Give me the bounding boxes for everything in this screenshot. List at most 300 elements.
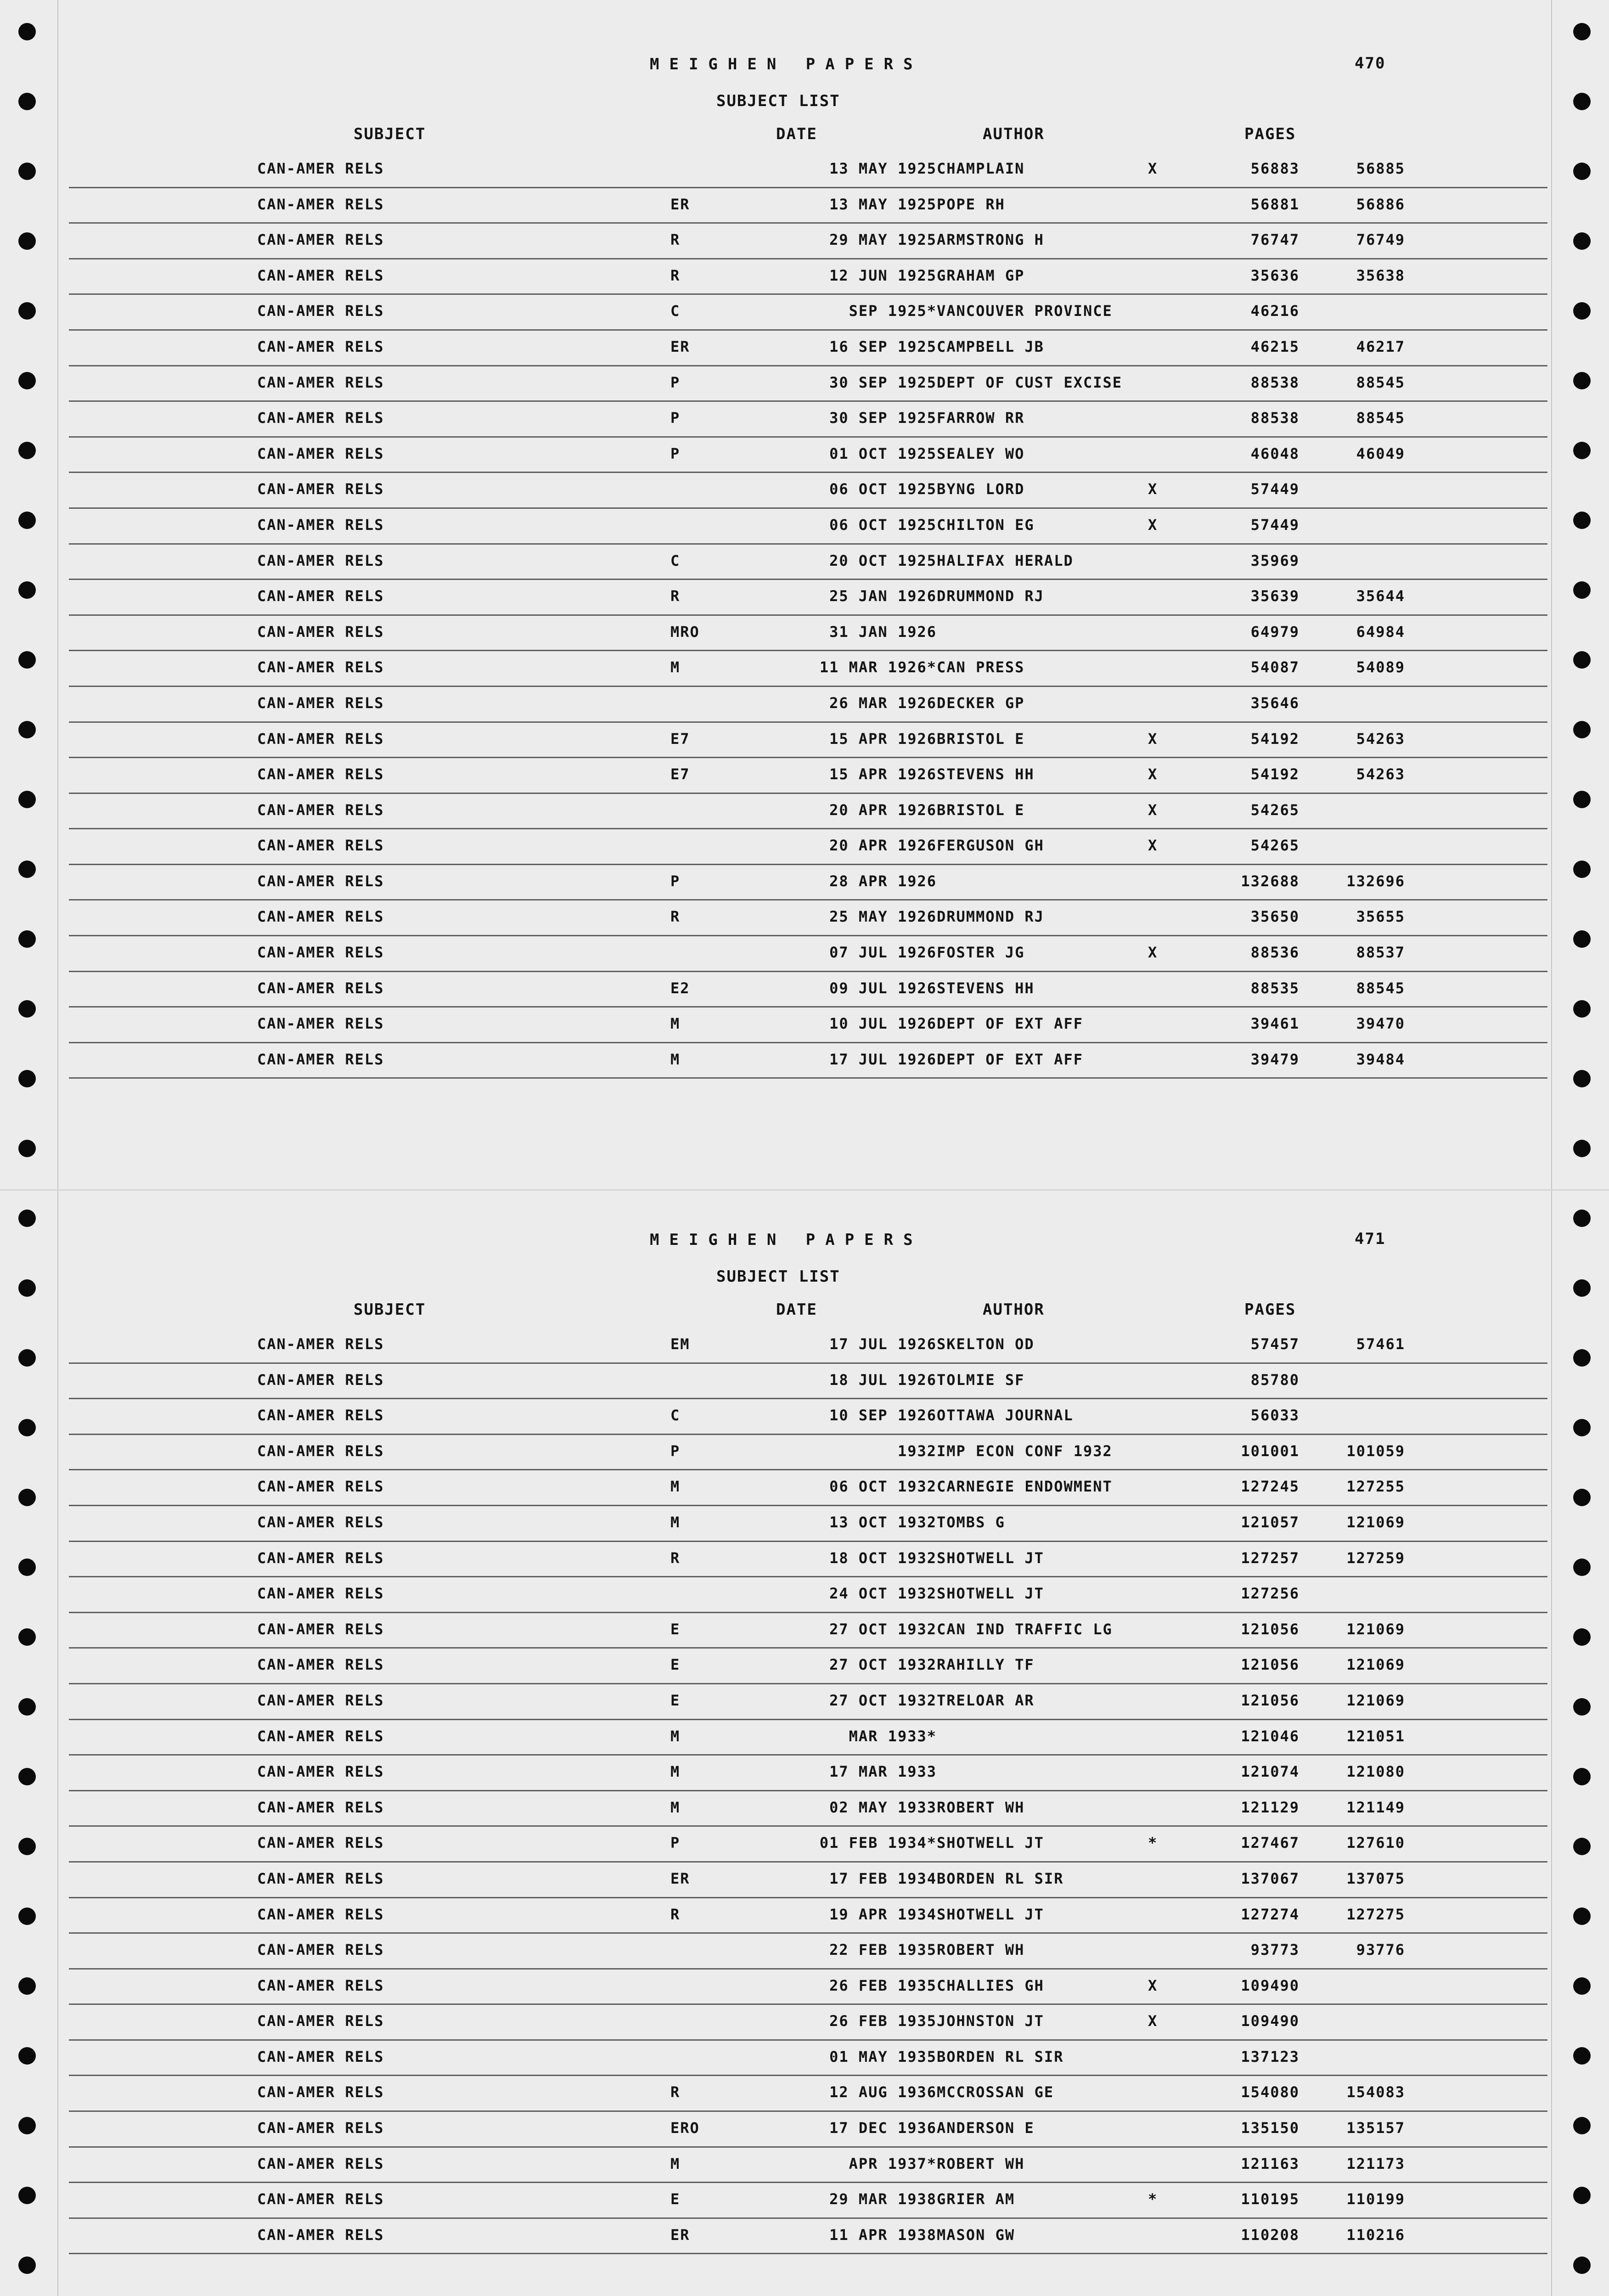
entry-page-start: 88535 [1250, 979, 1300, 997]
sprocket-hole [1573, 2117, 1591, 2134]
entry-page-start: 121129 [1241, 1798, 1300, 1816]
page-subtitle: SUBJECT LIST [716, 1267, 840, 1286]
entry-page-end: 88545 [1356, 979, 1405, 997]
entry-date: 09 JUL 1926 [829, 979, 937, 997]
entry-page-end: 88545 [1356, 409, 1405, 427]
entry-row [69, 1720, 1547, 1756]
entry-row [69, 687, 1547, 723]
entry-author: ARMSTRONG H [937, 231, 1044, 249]
entry-row [69, 1470, 1547, 1506]
entry-page-end: 39484 [1356, 1050, 1405, 1068]
page-title: MEIGHEN PAPERS [650, 1231, 923, 1249]
entry-row [69, 651, 1547, 687]
entry-date: 10 SEP 1926 [829, 1407, 937, 1424]
entry-code: M [670, 1798, 681, 1816]
entry-date: 11 MAR 1926* [819, 658, 937, 676]
entry-row [69, 2148, 1547, 2183]
sprocket-hole [1573, 1628, 1591, 1646]
entry-date: 1932 [897, 1442, 937, 1460]
entry-page-start: 127245 [1241, 1478, 1300, 1496]
entry-row [69, 509, 1547, 545]
entry-code: R [670, 587, 681, 605]
entry-subject: CAN-AMER RELS [257, 445, 384, 462]
entry-page-start: 121057 [1241, 1513, 1300, 1531]
entry-page-start: 121056 [1241, 1691, 1300, 1709]
entry-subject: CAN-AMER RELS [257, 801, 384, 819]
page-number: 471 [1355, 1230, 1386, 1248]
entry-code: C [670, 302, 681, 320]
entry-subject: CAN-AMER RELS [257, 1941, 384, 1959]
entry-row [69, 865, 1547, 901]
column-header-subject: SUBJECT [354, 125, 426, 143]
entry-date: 20 OCT 1925 [829, 551, 937, 569]
entry-subject: CAN-AMER RELS [257, 1834, 384, 1852]
entry-row [69, 900, 1547, 936]
entry-code: ER [670, 338, 690, 355]
column-header-pages: PAGES [1244, 125, 1296, 143]
entry-author: TOMBS G [937, 1513, 1005, 1531]
entry-page-start: 35646 [1250, 694, 1300, 712]
sprocket-hole [18, 2117, 36, 2134]
entry-page-start: 121074 [1241, 1763, 1300, 1781]
entry-row [69, 1328, 1547, 1364]
entry-code: ERO [670, 2119, 700, 2137]
entry-page-start: 85780 [1250, 1371, 1300, 1389]
entry-author: BRISTOL E [937, 801, 1025, 819]
entry-author: FOSTER JG [937, 944, 1025, 962]
entry-page-start: 35636 [1250, 266, 1300, 284]
entry-code: P [670, 1442, 681, 1460]
entry-mark: X [1148, 1976, 1158, 1994]
entry-page-start: 135150 [1241, 2119, 1300, 2137]
entry-date: 01 MAY 1935 [829, 2048, 937, 2065]
column-header-subject: SUBJECT [354, 1300, 426, 1319]
sprocket-hole [1573, 512, 1591, 529]
entry-date: 22 FEB 1935 [829, 1941, 937, 1959]
column-header-date: DATE [776, 125, 817, 143]
entry-subject: CAN-AMER RELS [257, 1976, 384, 1994]
entry-mark: X [1148, 837, 1158, 855]
entry-row [69, 545, 1547, 580]
entry-author: DECKER GP [937, 694, 1025, 712]
entry-page-end: 101059 [1346, 1442, 1405, 1460]
entry-row [69, 2005, 1547, 2041]
entry-row [69, 402, 1547, 438]
entry-code: C [670, 551, 681, 569]
entry-date: 06 OCT 1925 [829, 480, 937, 498]
entry-subject: CAN-AMER RELS [257, 1691, 384, 1709]
entry-page-start: 88538 [1250, 373, 1300, 391]
entry-page-start: 56881 [1250, 195, 1300, 213]
sprocket-hole [18, 1419, 36, 1436]
entry-page-end: 137075 [1346, 1869, 1405, 1887]
sprocket-hole [1573, 930, 1591, 948]
entry-page-end: 35638 [1356, 266, 1405, 284]
entry-subject: CAN-AMER RELS [257, 1015, 384, 1033]
sprocket-hole [18, 791, 36, 808]
entry-code: M [670, 1015, 681, 1033]
entry-row [69, 152, 1547, 188]
entry-subject: CAN-AMER RELS [257, 1407, 384, 1424]
entry-subject: CAN-AMER RELS [257, 1620, 384, 1638]
page-title: MEIGHEN PAPERS [650, 55, 923, 73]
entry-subject: CAN-AMER RELS [257, 2012, 384, 2030]
entry-subject: CAN-AMER RELS [257, 1513, 384, 1531]
entry-row [69, 1506, 1547, 1542]
entry-row [69, 1898, 1547, 1934]
entry-page-end: 121069 [1346, 1620, 1405, 1638]
entry-code: M [670, 658, 681, 676]
entry-code: E7 [670, 730, 690, 748]
entry-row [69, 1756, 1547, 1791]
entry-page-start: 46048 [1250, 445, 1300, 462]
entry-subject: CAN-AMER RELS [257, 551, 384, 569]
entry-page-start: 121056 [1241, 1656, 1300, 1674]
entry-row [69, 758, 1547, 794]
sprocket-hole [1573, 1419, 1591, 1436]
entry-mark: X [1148, 944, 1158, 962]
entry-subject: CAN-AMER RELS [257, 908, 384, 926]
sprocket-hole [18, 2187, 36, 2204]
sprocket-hole [1573, 1768, 1591, 1785]
entry-row [69, 616, 1547, 652]
entry-date: 15 APR 1926 [829, 765, 937, 783]
entry-page-end: 35655 [1356, 908, 1405, 926]
entry-date: 30 SEP 1925 [829, 409, 937, 427]
entry-row [69, 1684, 1547, 1720]
entry-date: 17 FEB 1934 [829, 1869, 937, 1887]
sprocket-hole [1573, 861, 1591, 878]
sprocket-hole [18, 442, 36, 459]
sprocket-hole [1573, 372, 1591, 389]
sprocket-hole [18, 163, 36, 180]
entry-subject: CAN-AMER RELS [257, 2190, 384, 2208]
entry-author: OTTAWA JOURNAL [937, 1407, 1074, 1424]
entry-row [69, 972, 1547, 1008]
entry-mark: * [1148, 1834, 1158, 1852]
entry-subject: CAN-AMER RELS [257, 658, 384, 676]
entry-date: 17 JUL 1926 [829, 1335, 937, 1353]
entry-page-start: 137067 [1241, 1869, 1300, 1887]
entry-author: POPE RH [937, 195, 1005, 213]
entry-row [69, 1613, 1547, 1649]
entry-page-start: 46216 [1250, 302, 1300, 320]
entry-date: 19 APR 1934 [829, 1905, 937, 1923]
sprocket-hole [1573, 1559, 1591, 1576]
entry-subject: CAN-AMER RELS [257, 1869, 384, 1887]
entry-date: 13 OCT 1932 [829, 1513, 937, 1531]
entry-subject: CAN-AMER RELS [257, 195, 384, 213]
sprocket-hole [18, 1908, 36, 1925]
sprocket-hole [1573, 1838, 1591, 1855]
entry-row [69, 794, 1547, 830]
entry-subject: CAN-AMER RELS [257, 1727, 384, 1745]
entry-row [69, 188, 1547, 224]
entry-code: M [670, 1478, 681, 1496]
entry-author: MASON GW [937, 2226, 1015, 2244]
entry-date: 26 FEB 1935 [829, 2012, 937, 2030]
entry-date: 12 AUG 1936 [829, 2083, 937, 2101]
sprocket-hole [18, 372, 36, 389]
entry-page-end: 46217 [1356, 338, 1405, 355]
entry-page-end: 127610 [1346, 1834, 1405, 1852]
sprocket-hole [1573, 721, 1591, 738]
entry-author: SEALEY WO [937, 445, 1025, 462]
entry-author: STEVENS HH [937, 765, 1035, 783]
sprocket-hole [18, 651, 36, 669]
entry-page-start: 56883 [1250, 160, 1300, 177]
entry-page-end: 121173 [1346, 2155, 1405, 2172]
sprocket-hole [1573, 2047, 1591, 2065]
entry-subject: CAN-AMER RELS [257, 338, 384, 355]
entry-code: ER [670, 195, 690, 213]
entry-author: GRAHAM GP [937, 266, 1025, 284]
left-sprocket-strip [0, 0, 55, 2296]
entry-page-start: 54192 [1250, 765, 1300, 783]
entry-code: ER [670, 1869, 690, 1887]
entry-page-start: 76747 [1250, 231, 1300, 249]
entry-code: M [670, 1763, 681, 1781]
entry-date: 29 MAR 1938 [829, 2190, 937, 2208]
column-header-author: AUTHOR [983, 1300, 1045, 1319]
entry-subject: CAN-AMER RELS [257, 2155, 384, 2172]
entry-author: BORDEN RL SIR [937, 2048, 1064, 2065]
entry-subject: CAN-AMER RELS [257, 2119, 384, 2137]
entry-author: VANCOUVER PROVINCE [937, 302, 1113, 320]
entry-list [69, 1328, 1547, 2254]
entry-page-start: 101001 [1241, 1442, 1300, 1460]
entry-page-start: 121046 [1241, 1727, 1300, 1745]
entry-date: 27 OCT 1932 [829, 1620, 937, 1638]
entry-row [69, 1791, 1547, 1827]
entry-code: R [670, 231, 681, 249]
sprocket-hole [18, 1140, 36, 1157]
sprocket-hole [18, 2047, 36, 2065]
entry-page-end: 64984 [1356, 623, 1405, 641]
entry-page-end: 54089 [1356, 658, 1405, 676]
sprocket-hole [1573, 1210, 1591, 1227]
entry-author: DEPT OF EXT AFF [937, 1050, 1083, 1068]
entry-code: EM [670, 1335, 690, 1353]
entry-author: SHOTWELL JT [937, 1905, 1044, 1923]
entry-page-end: 121069 [1346, 1691, 1405, 1709]
entry-mark: X [1148, 2012, 1158, 2030]
left-margin-line [57, 0, 58, 2296]
entry-date: 10 JUL 1926 [829, 1015, 937, 1033]
entry-code: M [670, 2155, 681, 2172]
entry-subject: CAN-AMER RELS [257, 765, 384, 783]
entry-author: STEVENS HH [937, 979, 1035, 997]
entry-page-start: 127256 [1241, 1585, 1300, 1603]
entry-page-end: 88537 [1356, 944, 1405, 962]
entry-author: CAMPBELL JB [937, 338, 1044, 355]
entry-code: M [670, 1727, 681, 1745]
entry-date: 12 JUN 1925 [829, 266, 937, 284]
entry-page-end: 35644 [1356, 587, 1405, 605]
entry-page-end: 76749 [1356, 231, 1405, 249]
entry-date: 20 APR 1926 [829, 801, 937, 819]
entry-page-start: 35650 [1250, 908, 1300, 926]
entry-subject: CAN-AMER RELS [257, 1763, 384, 1781]
entry-date: 28 APR 1926 [829, 872, 937, 890]
sprocket-hole [18, 232, 36, 250]
entry-date: 17 DEC 1936 [829, 2119, 937, 2137]
entry-subject: CAN-AMER RELS [257, 1478, 384, 1496]
entry-author: CAN PRESS [937, 658, 1025, 676]
entry-code: R [670, 2083, 681, 2101]
entry-row [69, 1399, 1547, 1435]
entry-mark: X [1148, 765, 1158, 783]
entry-page-start: 110195 [1241, 2190, 1300, 2208]
sprocket-hole [18, 1070, 36, 1087]
entry-page-end: 56885 [1356, 160, 1405, 177]
entry-subject: CAN-AMER RELS [257, 373, 384, 391]
entry-author: ROBERT WH [937, 1798, 1025, 1816]
entry-subject: CAN-AMER RELS [257, 231, 384, 249]
entry-date: 13 MAY 1925 [829, 160, 937, 177]
entry-subject: CAN-AMER RELS [257, 979, 384, 997]
entry-date: 15 APR 1926 [829, 730, 937, 748]
entry-row [69, 1577, 1547, 1613]
entry-page-start: 109490 [1241, 2012, 1300, 2030]
entry-subject: CAN-AMER RELS [257, 837, 384, 855]
entry-row [69, 1827, 1547, 1863]
sprocket-hole [1573, 1977, 1591, 1995]
entry-row [69, 2112, 1547, 2148]
entry-row [69, 1863, 1547, 1898]
entry-mark: X [1148, 730, 1158, 748]
sprocket-hole [1573, 581, 1591, 599]
entry-code: R [670, 1549, 681, 1567]
entry-date: 25 MAY 1926 [829, 908, 937, 926]
entry-date: 13 MAY 1925 [829, 195, 937, 213]
entry-subject: CAN-AMER RELS [257, 1442, 384, 1460]
entry-author: TOLMIE SF [937, 1371, 1025, 1389]
entry-row [69, 1542, 1547, 1578]
entry-page-start: 46215 [1250, 338, 1300, 355]
entry-date: 26 MAR 1926 [829, 694, 937, 712]
entry-code: P [670, 373, 681, 391]
sprocket-hole [1573, 1349, 1591, 1367]
entry-code: C [670, 1407, 681, 1424]
entry-author: FERGUSON GH [937, 837, 1044, 855]
sprocket-hole [1573, 1279, 1591, 1297]
entry-subject: CAN-AMER RELS [257, 1798, 384, 1816]
entry-author: TRELOAR AR [937, 1691, 1035, 1709]
sprocket-hole [1573, 791, 1591, 808]
entry-page-end: 121080 [1346, 1763, 1405, 1781]
entry-row [69, 2076, 1547, 2112]
entry-row [69, 1934, 1547, 1970]
entry-date: 20 APR 1926 [829, 837, 937, 855]
entry-page-end: 127255 [1346, 1478, 1405, 1496]
entry-author: SKELTON OD [937, 1335, 1035, 1353]
entry-page-start: 57449 [1250, 516, 1300, 534]
entry-subject: CAN-AMER RELS [257, 623, 384, 641]
sprocket-hole [18, 2257, 36, 2274]
entry-row [69, 2183, 1547, 2219]
entry-page-start: 54192 [1250, 730, 1300, 748]
entry-row [69, 829, 1547, 865]
entry-date: 06 OCT 1932 [829, 1478, 937, 1496]
entry-author: RAHILLY TF [937, 1656, 1035, 1674]
entry-author: DEPT OF EXT AFF [937, 1015, 1083, 1033]
entry-row [69, 438, 1547, 473]
sprocket-hole [18, 93, 36, 110]
sprocket-hole [1573, 1070, 1591, 1087]
sprocket-hole [18, 861, 36, 878]
entry-row [69, 331, 1547, 366]
entry-subject: CAN-AMER RELS [257, 587, 384, 605]
entry-author: DEPT OF CUST EXCISE [937, 373, 1123, 391]
entry-page-start: 121163 [1241, 2155, 1300, 2172]
entry-row [69, 224, 1547, 259]
entry-row [69, 1970, 1547, 2005]
sprocket-hole [18, 1349, 36, 1367]
sprocket-hole [1573, 651, 1591, 669]
sprocket-hole [18, 1628, 36, 1646]
entry-row [69, 723, 1547, 759]
entry-date: 18 OCT 1932 [829, 1549, 937, 1567]
entry-author: CAN IND TRAFFIC LG [937, 1620, 1113, 1638]
sprocket-hole [1573, 442, 1591, 459]
entry-page-end: 54263 [1356, 765, 1405, 783]
sprocket-hole [18, 930, 36, 948]
entry-subject: CAN-AMER RELS [257, 480, 384, 498]
entry-row [69, 1043, 1547, 1079]
sprocket-hole [18, 1489, 36, 1506]
entry-page-end: 121069 [1346, 1513, 1405, 1531]
entry-subject: CAN-AMER RELS [257, 1371, 384, 1389]
entry-subject: CAN-AMER RELS [257, 2226, 384, 2244]
entry-subject: CAN-AMER RELS [257, 730, 384, 748]
entry-author: SHOTWELL JT [937, 1549, 1044, 1567]
sprocket-hole [1573, 23, 1591, 40]
entry-date: 17 MAR 1933 [829, 1763, 937, 1781]
entry-page-end: 110199 [1346, 2190, 1405, 2208]
entry-row [69, 1364, 1547, 1400]
entry-subject: CAN-AMER RELS [257, 409, 384, 427]
entry-date: 18 JUL 1926 [829, 1371, 937, 1389]
sprocket-hole [18, 512, 36, 529]
entry-author: HALIFAX HERALD [937, 551, 1074, 569]
entry-subject: CAN-AMER RELS [257, 516, 384, 534]
sprocket-hole [1573, 1698, 1591, 1716]
entry-page-start: 121056 [1241, 1620, 1300, 1638]
entry-code: P [670, 1834, 681, 1852]
entry-page-end: 132696 [1346, 872, 1405, 890]
sprocket-hole [18, 302, 36, 320]
entry-page-end: 88545 [1356, 373, 1405, 391]
entry-page-end: 127259 [1346, 1549, 1405, 1567]
entry-row [69, 2219, 1547, 2255]
entry-author: SHOTWELL JT [937, 1585, 1044, 1603]
entry-row [69, 2041, 1547, 2077]
entry-date: 26 FEB 1935 [829, 1976, 937, 1994]
entry-page-start: 110208 [1241, 2226, 1300, 2244]
entry-subject: CAN-AMER RELS [257, 2048, 384, 2065]
entry-row [69, 259, 1547, 295]
entry-subject: CAN-AMER RELS [257, 1050, 384, 1068]
entry-date: 27 OCT 1932 [829, 1691, 937, 1709]
entry-row [69, 295, 1547, 331]
entry-page-start: 127257 [1241, 1549, 1300, 1567]
entry-author: FARROW RR [937, 409, 1025, 427]
entry-page-end: 93776 [1356, 1941, 1405, 1959]
entry-page-end: 39470 [1356, 1015, 1405, 1033]
entry-author: GRIER AM [937, 2190, 1015, 2208]
entry-mark: X [1148, 801, 1158, 819]
